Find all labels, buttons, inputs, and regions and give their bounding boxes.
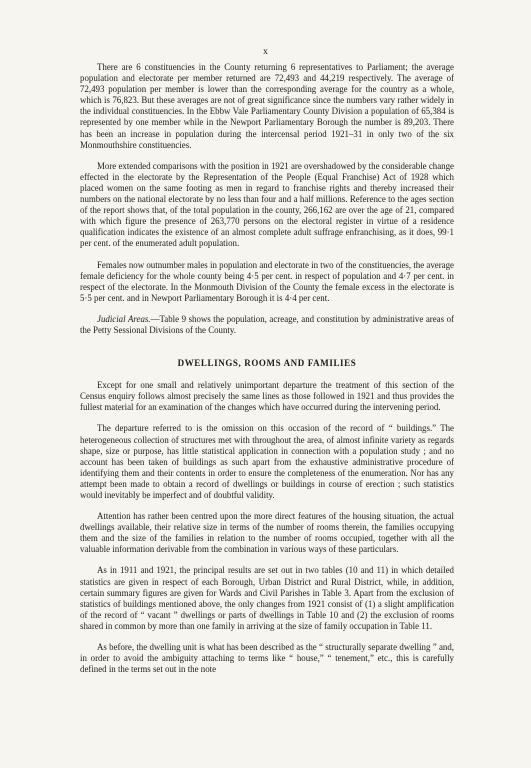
judicial-areas-label: Judicial Areas. [97, 313, 151, 324]
paragraph-housing-attention: Attention has rather been centred upon the more direct features of the housing situation, the actual dwellings available, their relative size in terms of the number of rooms therein, the families occupying them and the size of the families in relation to the number of rooms occupied, together with all the valuable information derivable from the combination in various ways of these particulars. [80, 511, 454, 555]
paragraph-dwelling-unit: As before, the dwelling unit is what has been described as the “ structurally separate dwelling ” and, in order to avoid the ambiguity attaching to terms like “ house,” “ tenement,” etc., this is carefully defined in the terms set out in the note [80, 642, 454, 675]
paragraph-judicial-areas [80, 314, 454, 336]
paragraph-tables: As in 1911 and 1921, the principal results are set out in two tables (10 and 11) in which detailed statistics are given in respect of each Borough, Urban District and Rural District, while, in addition, certain summary figures are given for Wards and Civil Parishes in Table 3. Apart from the exclusion of statistics of buildings mentioned above, the only changes from 1921 consist of (1) a slight amplification of the record of “ vacant ” dwellings or parts of dwellings in Table 10 and (2) the exclusion of rooms shared in common by more than one family in arriving at the size of family occupation in Table 11. [80, 565, 454, 631]
page-number: x [263, 47, 268, 57]
page-body [80, 62, 454, 685]
paragraph-females: Females now outnumber males in population and electorate in two of the constituencies, the average female deficiency for the whole county being 4·5 per cent. in respect of population and 4·7 per cent. in respect of the electorate. In the Monmouth Division of the County the female excess in the electorate is 5·5 per cent. and in Newport Parliamentary Borough it is 4·4 per cent. [80, 259, 454, 303]
judicial-areas-text: —Table 9 shows the population, acreage, and constitution by administrative areas of the Petty Sessional Divisions of the County. [80, 313, 454, 335]
paragraph-dwellings-intro: Except for one small and relatively unimportant departure the treatment of this section of the Census enquiry follows almost precisely the same lines as those followed in 1921 and thus provides the fullest material for an examination of the changes which have occurred during the intervening period. [80, 380, 454, 413]
section-heading: DWELLINGS, ROOMS AND FAMILIES [177, 358, 357, 369]
paragraph-franchise: More extended comparisons with the position in 1921 are overshadowed by the considerable change effected in the electorate by the Representation of the People (Equal Franchise) Act of 1928 which placed women on the same footing as men in regard to franchise rights and thereby increased their numbers on the national electorate by no less than four and a half millions. Reference to the ages section of the report shows that, of the total population in the county, 266,162 are over the age of 21, compared with which figure the presence of 263,770 persons on the electoral register in virtue of a residence qualification indicates the existence of an almost complete adult suffrage enfranchising, as it does, 99·1 per cent. of the enumerated adult population. [80, 160, 454, 249]
paragraph-constituencies: There are 6 constituencies in the County returning 6 representatives to Parliament; the average population and electorate per member returned are 72,493 and 44,219 respectively. The average of 72,493 population per member is lower than the corresponding average for the country as a whole, which is 76,823. But these averages are not of great significance since the numbers vary rather widely in the individual constituencies. In the Ebbw Vale Parliamentary County Division a population of 65,384 is represented by one member while in the Newport Parliamentary Borough the number is 89,203. There has been an increase in population during the intercensal period 1921–31 in only two of the six Monmouthshire constituencies. [80, 62, 454, 150]
paragraph-buildings-omission: The departure referred to is the omission on this occasion of the record of “ buildings.” The heterogeneous collection of structures met with throughout the area, of almost infinite variety as regards shape, size or purpose, has little statistical application in connection with a population study ; and no account has been taken of buildings as such apart from the exhaustive administrative procedure of identifying them and their contents in order to ensure the completeness of the enumeration. Nor has any attempt been made to obtain a record of dwellings or buildings in course of erection ; such statistics would inevitably be imperfect and of doubtful validity. [80, 423, 454, 500]
